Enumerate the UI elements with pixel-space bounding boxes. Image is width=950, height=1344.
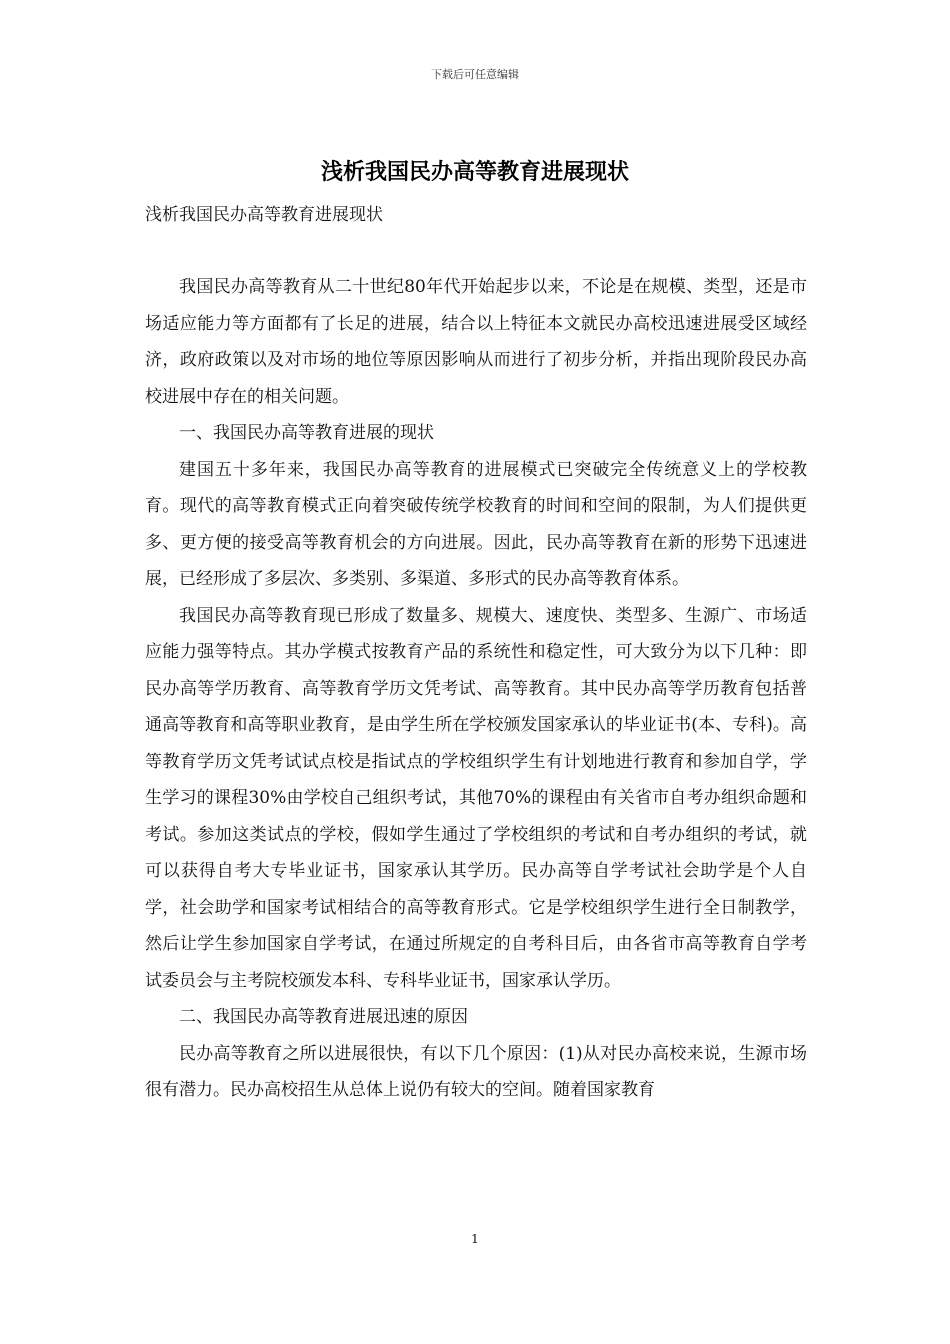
paragraph-intro: 我国民办高等教育从二十世纪80年代开始起步以来，不论是在规模、类型，还是市场适应能力等方面都有了长足的进展，结合以上特征本文就民办高校迅速进展受区域经济，政府政策以及对市场的地位等原因影响从而进行了初步分析，并指出现阶段民办高校进展中存在的相关问题。	[145, 277, 807, 407]
section-heading-2: 二、我国民办高等教育进展迅速的原因	[179, 1007, 468, 1027]
document-title: 浅析我国民办高等教育进展现状	[320, 159, 629, 185]
document-body	[145, 269, 807, 1109]
page-number: 1	[471, 1232, 479, 1246]
document-subtitle: 浅析我国民办高等教育进展现状	[145, 205, 383, 225]
page-header-note: 下载后可任意编辑	[431, 68, 519, 81]
paragraph-history: 建国五十多年来，我国民办高等教育的进展模式已突破完全传统意义上的学校教育。现代的高等教育模式正向着突破传统学校教育的时间和空间的限制，为人们提供更多、更方便的接受高等教育机会的方向进展。因此，民办高等教育在新的形势下迅速进展，已经形成了多层次、多类别、多渠道、多形式的民办高等教育体系。	[145, 459, 807, 589]
paragraph-characteristics: 我国民办高等教育现已形成了数量多、规模大、速度快、类型多、生源广、市场适应能力强等特点。其办学模式按教育产品的系统性和稳定性，可大致分为以下几种：即民办高等学历教育、高等教育学历文凭考试、高等教育。其中民办高等学历教育包括普通高等教育和高等职业教育，是由学生所在学校颁发国家承认的毕业证书(本、专科)。高等教育学历文凭考试试点校是指试点的学校组织学生有计划地进行教育和参加自学，学生学习的课程30%由学校自己组织考试，其他70%的课程由有关省市自考办组织命题和考试。参加这类试点的学校，假如学生通过了学校组织的考试和自考办组织的考试，就可以获得自考大专毕业证书，国家承认其学历。民办高等自学考试社会助学是个人自学，社会助学和国家考试相结合的高等教育形式。它是学校组织学生进行全日制教学，然后让学生参加国家自学考试，在通过所规定的自考科目后，由各省市高等教育自学考试委员会与主考院校颁发本科、专科毕业证书，国家承认学历。	[145, 605, 807, 991]
section-heading-1: 一、我国民办高等教育进展的现状	[179, 423, 434, 443]
paragraph-reasons: 民办高等教育之所以进展很快，有以下几个原因：(1)从对民办高校来说，生源市场很有潜力。民办高校招生从总体上说仍有较大的空间。随着国家教育	[145, 1043, 807, 1100]
